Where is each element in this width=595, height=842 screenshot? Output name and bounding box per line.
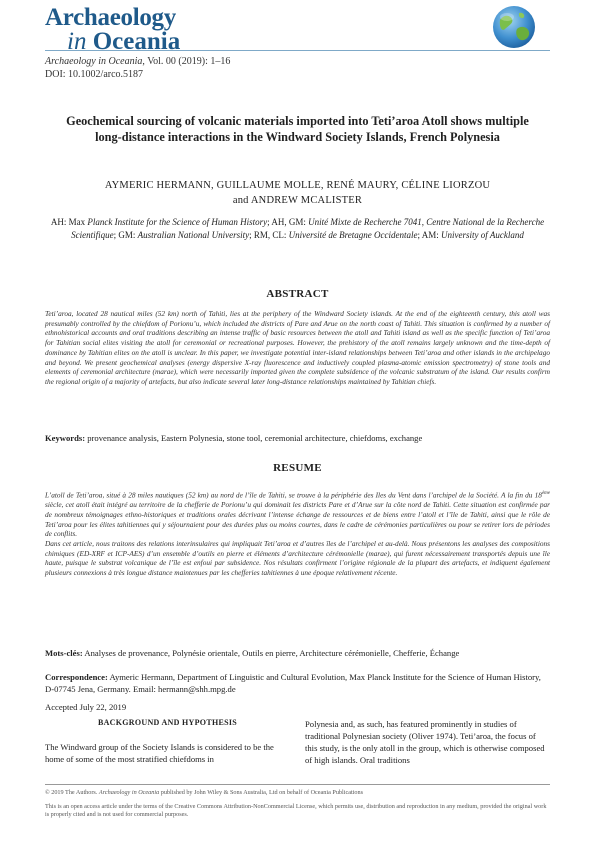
journal-logo: [45, 6, 245, 54]
abstract-text: Teti’aroa, located 28 nautical miles (52 km) north of Tahiti, lies at the periphery of the Windward Society islands. At the end of the eighteenth century, this atoll was presumably controlled by the chiefdom of Porionu’u, which included the districts of Pare and Arue on the north coast of Tahiti. This situation is confirmed by a number of ethnohistorical accounts and oral traditions describing an intense traffic of basic resources between the atoll and Tahiti island as well as the specific function of Teti’aroa for Tahitian social elites visiting the atoll for ceremonial or recreational purposes. However, the prehistory of the atoll remains largely unknown and the time-depth of dominance by Tahitian elites on the atoll is unclear. In this paper, we investigate potential inter-island relationships between Teti’aroa and other islands in the archipelago and beyond. We present geochemical analyses (energy dispersive X-ray fluorescence and inductively coupled plasma-atomic emission spectrometry) of stone tools and elements of ceremonial architecture (marae), which were necessarily imported given the complete subsidence of the volcanic substratum of the island. Our results confirm the regional origin of a majority of artefacts, but also indicate several later long-distance relationships maintained by Tahitian chiefs.: [45, 309, 550, 386]
affil-institution: Unité Mixte de Recherche 7041, Centre National de la Recherche Scientifique: [71, 217, 545, 240]
affil-institution: Australian National University: [137, 230, 250, 240]
affil-institution: Université de Bretagne Occidentale: [288, 230, 418, 240]
authors-line-2: and ANDREW MCALISTER: [232, 195, 363, 206]
logo-in: in: [67, 28, 87, 55]
resume-p1-a: L’atoll de Teti’aroa, situé à 28 miles nautiques (52 km) au nord de l’île de Tahiti, se trouve à la périphérie des Iles du Vent dans l’archipel de la Société. A la fin du 18: [45, 490, 542, 500]
correspondence: [45, 671, 550, 695]
keywords-label: Keywords:: [45, 433, 86, 443]
affil-codes: ; AM:: [417, 230, 442, 240]
correspondence-text: Aymeric Hermann, Department of Linguistic and Cultural Evolution, Max Planck Institute for the Science of Human History, D-07745 Jena, Germany. Email: hermann@shh.mpg.de: [45, 672, 541, 694]
affil-codes: AH: Max: [50, 217, 88, 227]
copyright-suffix: published by John Wiley & Sons Australia, Ltd on behalf of Oceania Publications: [159, 789, 363, 796]
copyright: [45, 789, 550, 798]
authors: [60, 178, 535, 208]
affil-institution: Planck Institute for the Science of Human History: [87, 217, 268, 227]
abstract-heading: ABSTRACT: [266, 288, 329, 300]
affiliations: [45, 216, 550, 242]
mots-cles-text: Analyses de provenance, Polynésie orientale, Outils en pierre, Architecture cérémonielle, Chefferie, Échange: [82, 648, 460, 658]
affil-codes: ; GM:: [113, 230, 138, 240]
citation-line: [45, 55, 445, 68]
affil-institution: University of Auckland: [441, 230, 524, 240]
globe-icon: [492, 5, 536, 49]
affil-codes: ; AH, GM:: [267, 217, 309, 227]
logo-oceania: Oceania: [92, 28, 181, 55]
copyright-journal: Archaeology in Oceania: [98, 789, 160, 796]
citation-journal: Archaeology in Oceania: [45, 56, 143, 67]
copyright-prefix: © 2019 The Authors.: [45, 789, 99, 796]
header-rule: [45, 50, 550, 51]
authors-line-1: AYMERIC HERMANN, GUILLAUME MOLLE, RENÉ MAURY, CÉLINE LIORZOU: [104, 180, 491, 191]
affil-codes: ; RM, CL:: [249, 230, 289, 240]
doi[interactable]: DOI: 10.1002/arco.5187: [45, 69, 144, 80]
mots-cles: [45, 648, 550, 659]
keywords-text: provenance analysis, Eastern Polynesia, stone tool, ceremonial architecture, chiefdoms, exchange: [85, 433, 423, 443]
resume-p1-sup: ème: [541, 491, 550, 496]
resume-heading: RESUME: [273, 462, 322, 474]
resume-paragraph-2: Dans cet article, nous traitons des relations interinsulaires qui impliquait Teti’aroa et d’autres îles de l’archipel et au-delà. Nous présentons les analyses des compositions chimiques (ED-XRF et ICP-AES) d’un ensemble d’outils en pierre et éléments d’architecture cérémonielle (marae), qui furent nécessairement transportés depuis une île haute, puisque le substrat volcanique de l’île est enfoui par subsidence. Nos résultats confirment l’origine régionale de la plupart des artefacts, et indiquent également plusieurs connexions à très longue distance maintenues par les chefferies tahitiennes à une époque relativement récente.: [45, 538, 550, 578]
mots-cles-label: Mots-clés:: [45, 648, 83, 658]
citation: [45, 55, 445, 81]
resume-paragraph-1: [45, 489, 550, 539]
accepted-date: Accepted July 22, 2019: [45, 702, 127, 712]
logo-line-1: Archaeology: [45, 4, 176, 31]
keywords: [45, 433, 550, 444]
article-title: Geochemical sourcing of volcanic materials imported into Teti’aroa Atoll shows multiple long-distance interactions in the Windward Society Islands, French Polynesia: [66, 114, 529, 144]
resume-p1-b: siècle, cet atoll était intégré au territoire de la chefferie de Porionu’u qui dominait les districts Pare et d’Arue sur la côte nord de Tahiti. Cette situation est confirmée par de nombreux témoignages ethno-historiques et traditions orales décrivant l’intense échange de ressources et de biens entre l’atoll et l’île de Tahiti, ainsi que le rôle de Teti’aroa pour les élites tahitiennes qui y séjournaient pour des durées plus ou moins courtes, dans le cadre de cérémonies particulières ou pour se retirer lors de périodes de conflits.: [45, 500, 550, 539]
section-heading-background: BACKGROUND AND HYPOTHESIS: [97, 718, 238, 727]
license-text: This is an open access article under the terms of the Creative Commons Attribution-NonCommercial License, which permits use, distribution and reproduction in any medium, provided the original work is properly cited and is not used for commercial purposes.: [45, 802, 547, 818]
body-column-left: The Windward group of the Society Islands is considered to be the home of some of the most stratified chiefdoms in: [45, 742, 274, 764]
citation-volume: , Vol. 00 (2019): 1–16: [142, 56, 231, 67]
footer: [45, 789, 550, 825]
footer-rule: [45, 784, 550, 785]
body-column-right: Polynesia and, as such, has featured prominently in studies of traditional Polynesian society (Oliver 1974). Teti’aroa, the focus of this study, is the only atoll in the group, which is otherwise composed of high islands. Oral traditions: [305, 719, 545, 765]
resume-text: [45, 489, 550, 578]
correspondence-label: Correspondence:: [45, 672, 108, 682]
